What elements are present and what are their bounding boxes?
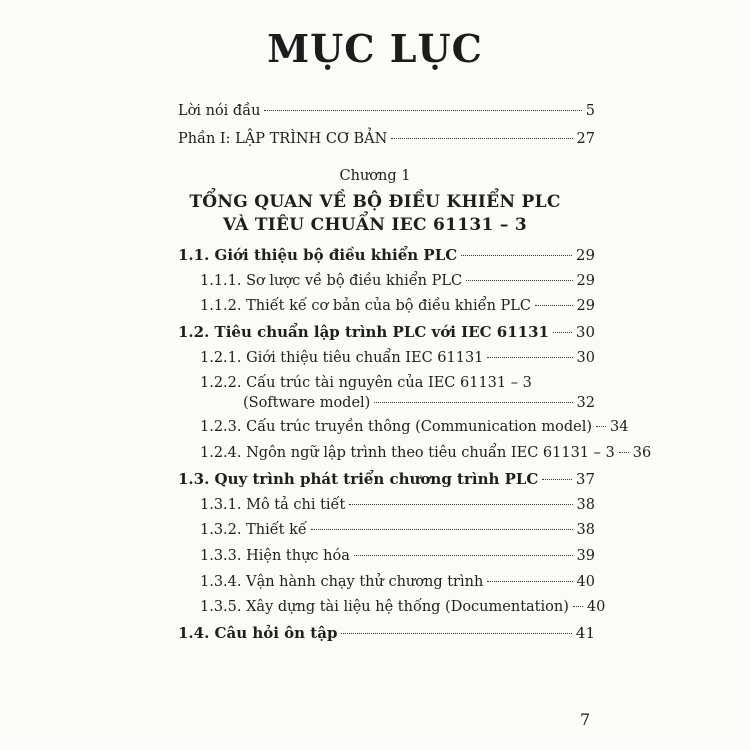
toc-item-label: 1.3.4. Vận hành chạy thử chương trình (200, 574, 484, 590)
leader-dots (461, 255, 572, 256)
leader-dots (341, 633, 571, 634)
chapter-label: Chương 1 (339, 168, 411, 184)
page-title: MỤC LỤC (267, 26, 483, 71)
toc-item-1-3-1[interactable] (200, 495, 595, 515)
toc-item-1-3-4[interactable] (200, 572, 595, 592)
toc-item-label: 1.1.1. Sơ lược về bộ điều khiển PLC (200, 273, 463, 289)
leader-dots (553, 332, 572, 333)
leader-dots (542, 479, 572, 480)
leader-dots (311, 529, 573, 530)
toc-item-label: 1.3.2. Thiết kế (200, 522, 307, 538)
toc-page-number: 41 (575, 624, 595, 642)
leader-dots (619, 452, 629, 453)
toc-item-label: 1.2.1. Giới thiệu tiêu chuẩn IEC 61131 (200, 350, 484, 366)
chapter-title-line-2: VÀ TIÊU CHUẨN IEC 61131 – 3 (222, 215, 528, 235)
toc-entry-part-1[interactable] (178, 129, 595, 149)
leader-dots (349, 504, 572, 505)
toc-page-number: 38 (576, 522, 595, 538)
toc-item-1-2-2-continuation[interactable] (243, 393, 595, 413)
chapter-title-line-1: TỔNG QUAN VỀ BỘ ĐIỀU KHIỂN PLC (189, 192, 561, 212)
leader-dots (354, 555, 573, 556)
leader-dots (535, 305, 573, 306)
toc-section-1-1[interactable] (178, 245, 595, 265)
leader-dots (487, 581, 572, 582)
toc-item-1-3-2[interactable] (200, 520, 595, 540)
toc-page-number: 30 (575, 323, 595, 341)
toc-item-1-1-1[interactable] (200, 271, 595, 291)
toc-page-number: 27 (576, 131, 595, 147)
leader-dots (596, 426, 606, 427)
toc-item-1-3-5[interactable] (200, 597, 606, 617)
leader-dots (487, 357, 572, 358)
leader-dots (573, 606, 583, 607)
toc-page-number: 34 (610, 419, 629, 435)
toc-section-1-4[interactable] (178, 623, 595, 643)
toc-section-label: 1.4. Câu hỏi ôn tập (178, 624, 338, 642)
leader-dots (374, 402, 572, 403)
toc-entry-label: Phần I: LẬP TRÌNH CƠ BẢN (178, 131, 388, 147)
toc-item-1-3-3[interactable] (200, 546, 595, 566)
toc-page-number: 5 (585, 103, 595, 119)
toc-section-1-2[interactable] (178, 322, 595, 342)
toc-page-number: 32 (576, 395, 595, 411)
toc-section-label: 1.3. Quy trình phát triển chương trình PLC (178, 470, 539, 488)
toc-section-label: 1.2. Tiêu chuẩn lập trình PLC với IEC 61131 (178, 323, 549, 341)
toc-page-number: 29 (575, 246, 595, 264)
page-number: 7 (580, 710, 591, 729)
leader-dots (466, 280, 572, 281)
toc-item-continuation: (Software model) (243, 395, 371, 411)
toc-item-1-2-1[interactable] (200, 348, 595, 368)
toc-item-label: 1.3.5. Xây dựng tài liệu hệ thống (Documentation) (200, 599, 569, 615)
toc-item-1-2-3[interactable] (200, 417, 629, 437)
toc-item-1-2-2[interactable] (200, 373, 595, 393)
toc-page-number: 30 (576, 350, 595, 366)
toc-page-number: 29 (576, 273, 595, 289)
toc-entry-label: Lời nói đầu (178, 103, 261, 119)
toc-item-1-1-2[interactable] (200, 296, 595, 316)
toc-page-number: 36 (632, 445, 652, 461)
toc-item-label: 1.2.3. Cấu trúc truyền thông (Communication model) (200, 419, 592, 435)
toc-item-1-2-4[interactable] (200, 443, 652, 463)
toc-section-label: 1.1. Giới thiệu bộ điều khiển PLC (178, 246, 458, 264)
leader-dots (391, 138, 572, 139)
toc-item-label: 1.1.2. Thiết kế cơ bản của bộ điều khiển PLC (200, 298, 532, 314)
toc-page-number: 38 (576, 497, 595, 513)
toc-page-number: 40 (586, 599, 606, 615)
toc-item-label: 1.3.1. Mô tả chi tiết (200, 497, 346, 513)
toc-page-number: 29 (576, 298, 595, 314)
toc-item-label: 1.2.2. Cấu trúc tài nguyên của IEC 61131 – 3 (200, 375, 532, 391)
toc-item-label: 1.2.4. Ngôn ngữ lập trình theo tiêu chuẩn IEC 61131 – 3 (200, 445, 615, 461)
toc-entry-preface[interactable] (178, 101, 595, 121)
toc-page-number: 40 (576, 574, 595, 590)
toc-page-number: 39 (576, 548, 595, 564)
toc-item-label: 1.3.3. Hiện thực hóa (200, 548, 350, 564)
toc-page-number: 37 (575, 470, 595, 488)
toc-section-1-3[interactable] (178, 469, 595, 489)
leader-dots (264, 110, 581, 111)
